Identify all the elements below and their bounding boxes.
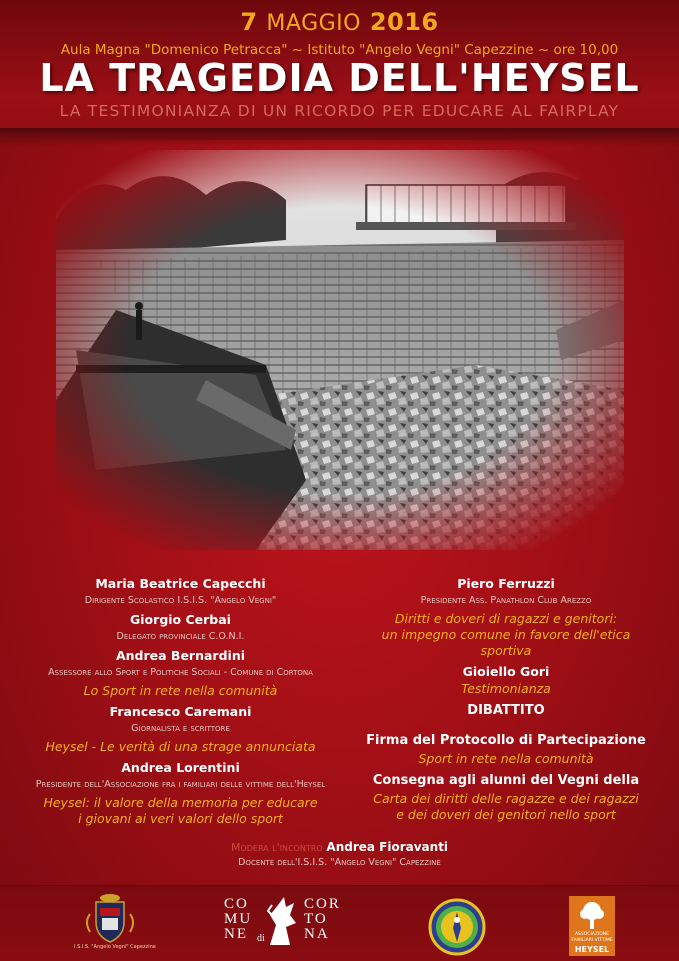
- charter-line: e dei doveri dei genitori nello sport: [396, 807, 616, 822]
- speaker-role: Assessore allo Sport e Politiche Sociali - Comune di Cortona: [48, 667, 313, 678]
- speaker-topic: Heysel - Le verità di una strage annunciata: [45, 739, 316, 754]
- speaker-topic: sportiva: [480, 643, 532, 658]
- cortona-text: TO: [304, 911, 328, 927]
- speaker-name: Giorgio Cerbai: [130, 612, 231, 627]
- speaker-name: Francesco Caremani: [109, 704, 252, 719]
- poster-title: LA TRAGEDIA DELL'HEYSEL: [39, 56, 640, 100]
- moderator: [0, 840, 679, 854]
- speaker-name: Maria Beatrice Capecchi: [95, 576, 266, 591]
- heysel-association-logo: [569, 896, 615, 956]
- assoc-heysel-text: HEYSEL: [574, 945, 610, 954]
- panathlon-logo: [428, 898, 486, 956]
- speaker-topic: Lo Sport in rete nella comunità: [83, 683, 278, 698]
- speaker-name: Andrea Bernardini: [115, 648, 246, 663]
- charter-line: Carta dei diritti delle ragazze e dei ragazzi: [373, 791, 639, 806]
- speaker-topic: i giovani ai veri valori dello sport: [78, 811, 283, 826]
- speaker-topic: un impegno comune in favore dell'etica: [381, 627, 631, 642]
- moderator-label: Modera l'incontro: [230, 841, 323, 854]
- griffin-icon: [262, 895, 300, 951]
- speaker-role: Dirigente Scolastico I.S.I.S. "Angelo Vegni": [84, 595, 277, 606]
- speaker-name: Piero Ferruzzi: [457, 576, 555, 591]
- date-month: MAGGIO: [266, 11, 361, 36]
- date-year: 2016: [369, 8, 439, 36]
- speaker-role: Presidente Ass. Panathlon Club Arezzo: [420, 595, 592, 606]
- event-venue: Aula Magna "Domenico Petracca" ~ Istituto "Angelo Vegni" Capezzine ~ ore 10,00: [60, 42, 619, 58]
- date-day: 7: [240, 8, 258, 36]
- debate-heading: DIBATTITO: [467, 703, 545, 718]
- speaker-name: Andrea Lorentini: [121, 760, 240, 775]
- moderator-name: Andrea Fioravanti: [326, 840, 449, 854]
- poster-subtitle: LA TESTIMONIANZA DI UN RICORDO PER EDUCARE AL FAIRPLAY: [59, 102, 620, 120]
- tree-icon: [577, 900, 607, 930]
- panathlon-emblem-icon: [428, 898, 486, 956]
- speaker-name: Gioiello Gori: [462, 664, 550, 679]
- speaker-role: Giornalista e scrittore: [131, 723, 230, 734]
- cortona-text: COR: [304, 896, 341, 912]
- assoc-text: FAMILIARI VITTIME: [571, 938, 613, 943]
- school-logo: [74, 892, 156, 954]
- speaker-role: Delegato provinciale C.O.N.I.: [116, 631, 245, 642]
- speaker-topic: Testimonianza: [461, 681, 551, 696]
- speaker-topic: Heysel: il valore della memoria per educare: [43, 795, 318, 810]
- comune-cortona-logo: [224, 895, 346, 955]
- protocol-heading: Firma del Protocollo di Partecipazione: [366, 733, 646, 748]
- speaker-topic: Diritti e doveri di ragazzi e genitori:: [394, 611, 618, 626]
- speaker-role: Presidente dell'Associazione fra i familiari delle vittime dell'Heysel: [35, 779, 326, 790]
- left-column: [8, 575, 353, 831]
- comune-di: di: [257, 933, 265, 944]
- comune-text: MU: [224, 911, 253, 927]
- assoc-text: ASSOCIAZIONE: [574, 932, 610, 937]
- cortona-text: NA: [304, 926, 330, 942]
- comune-text: CO: [224, 896, 249, 912]
- right-column: [340, 575, 672, 827]
- school-logo-text: I.S.I.S. "Angelo Vegni" Capezzine: [74, 944, 156, 950]
- protocol-subtitle: Sport in rete nella comunità: [418, 751, 594, 766]
- event-date: [0, 8, 679, 36]
- stadium-photo: [56, 150, 624, 550]
- header-shadow: [0, 128, 679, 146]
- moderator-role: Docente dell'I.S.I.S. "Angelo Vegni" Capezzine: [238, 857, 441, 868]
- charter-heading: Consegna agli alunni del Vegni della: [372, 773, 640, 788]
- comune-text: NE: [224, 926, 248, 942]
